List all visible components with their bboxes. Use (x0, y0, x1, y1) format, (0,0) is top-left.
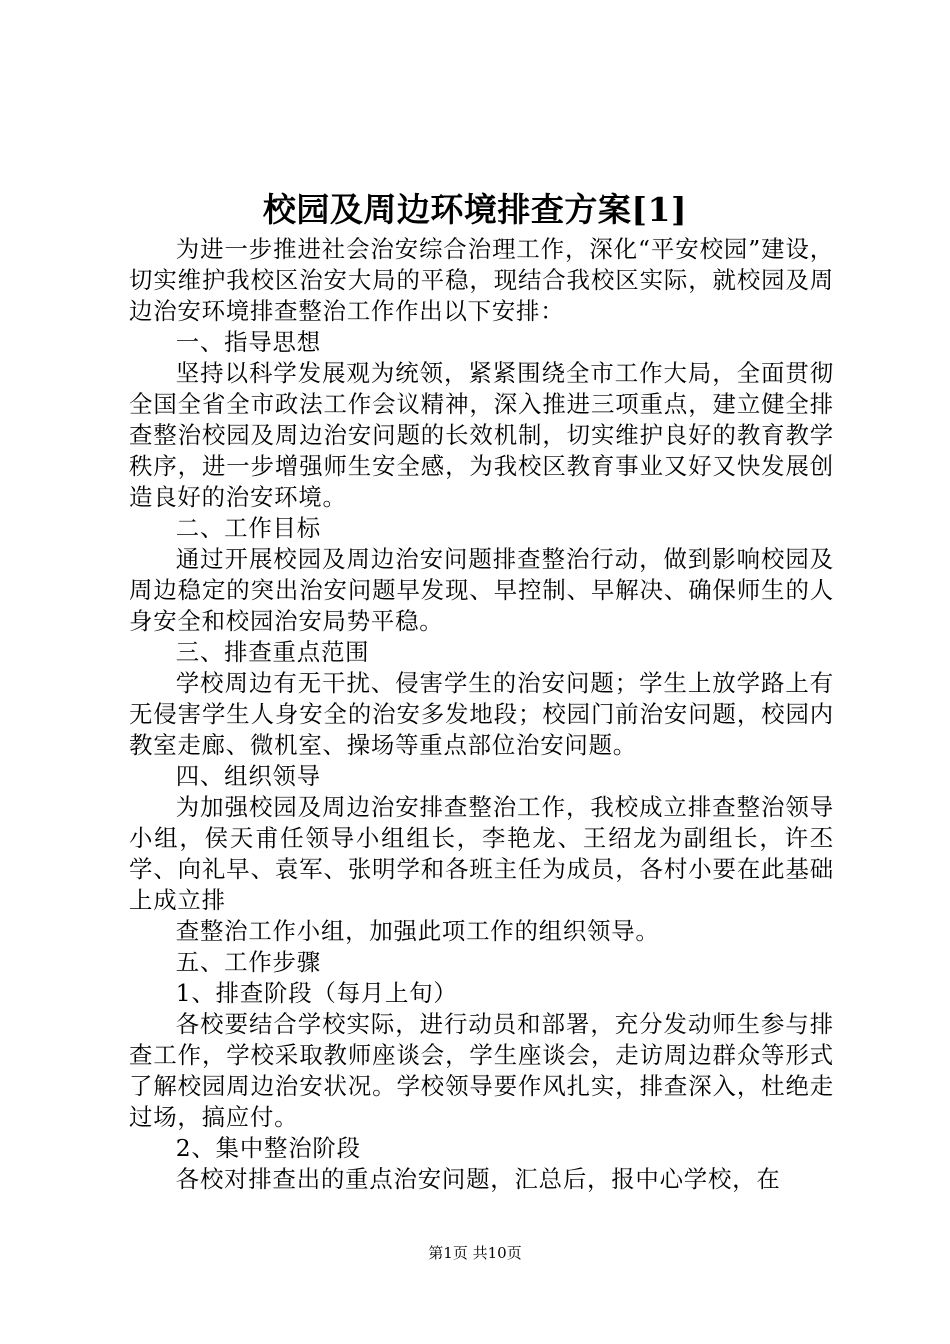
section-heading-work-goals: 二、工作目标 (175, 514, 321, 542)
section-heading-inspection-scope: 三、排查重点范围 (175, 638, 370, 666)
section-heading-work-steps: 五、工作步骤 (175, 948, 321, 976)
document-body (129, 234, 834, 1195)
paragraph-work-goals: 通过开展校园及周边治安问题排查整治行动，做到影响校园及周边稳定的突出治安问题早发现、早控制、早解决、确保师生的人身安全和校园治安局势平稳。 (129, 545, 834, 635)
subheading-inspection-phase: 1、排查阶段（每月上旬） (175, 979, 458, 1007)
section-heading-guiding-ideology: 一、指导思想 (175, 328, 321, 356)
paragraph-inspection-phase: 各校要结合学校实际，进行动员和部署，充分发动师生参与排查工作，学校采取教师座谈会，学生座谈会，走访周边群众等形式了解校园周边治安状况。学校领导要作风扎实，排查深入，杜绝走过场，搞应付。 (129, 1010, 834, 1131)
subheading-rectification-phase: 2、集中整治阶段 (175, 1134, 361, 1162)
paragraph-organization-continued: 查整治工作小组，加强此项工作的组织领导。 (175, 917, 660, 945)
paragraph-rectification-phase: 各校对排查出的重点治安问题，汇总后，报中心学校，在 (175, 1165, 781, 1193)
paragraph-organization: 为加强校园及周边治安排查整治工作，我校成立排查整治领导小组，侯天甫任领导小组组长，李艳龙、王绍龙为副组长，许丕学、向礼早、袁军、张明学和各班主任为成员，各村小要在此基础上成立排 (129, 793, 834, 914)
document-title: 校园及周边环境排查方案[1] (262, 190, 688, 229)
paragraph-inspection-scope: 学校周边有无干扰、侵害学生的治安问题；学生上放学路上有无侵害学生人身安全的治安多发地段；校园门前治安问题，校园内教室走廊、微机室、操场等重点部位治安问题。 (129, 669, 834, 759)
paragraph-guiding-ideology: 坚持以科学发展观为统领，紧紧围绕全市工作大局，全面贯彻全国全省全市政法工作会议精神，深入推进三项重点，建立健全排查整治校园及周边治安问题的长效机制，切实维护良好的教育教学秩序，进一步增强师生安全感，为我校区教育事业又好又快发展创造良好的治安环境。 (129, 359, 834, 511)
paragraph-intro: 为进一步推进社会治安综合治理工作，深化“平安校园”建设，切实维护我校区治安大局的平稳，现结合我校区实际，就校园及周边治安环境排查整治工作作出以下安排： (129, 235, 834, 325)
page-number-footer: 第1页 共10页 (428, 1244, 522, 1262)
section-heading-organization: 四、组织领导 (175, 762, 321, 790)
